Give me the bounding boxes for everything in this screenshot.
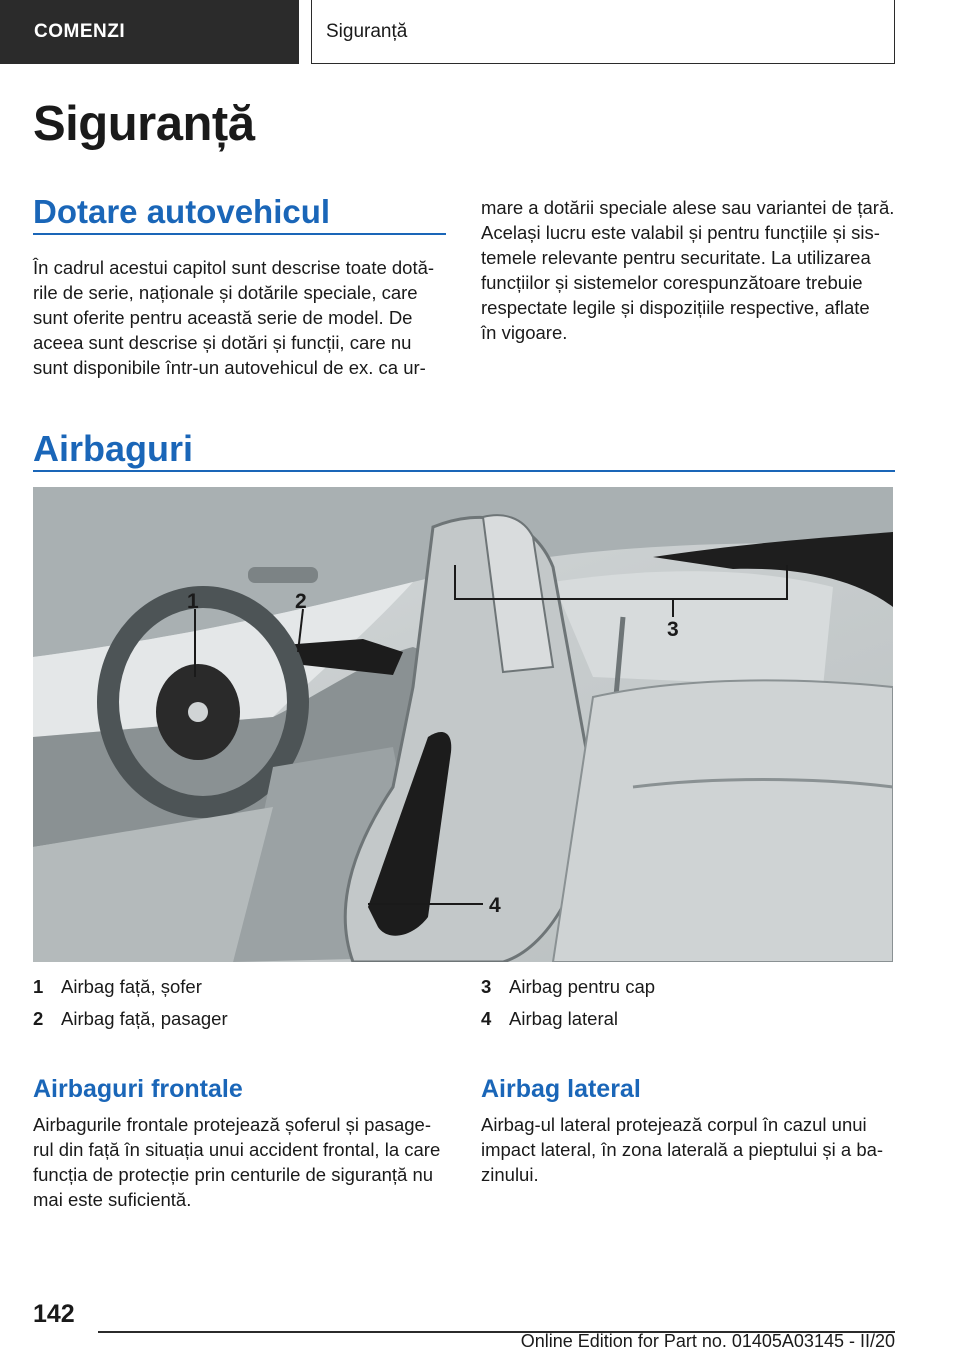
airbaguri-heading-rule [33,470,895,472]
edition-text: Online Edition for Part no. 01405A03145 - II/20 [520,1331,895,1351]
dotare-col2-line: respectate legile și dispozițiile respective, aflate [481,297,870,318]
frontale-line: funcția de protecție prin centurile de siguranță nu [33,1164,434,1185]
callout-label-2: 2 [295,590,307,613]
section-label: Siguranță [326,20,408,42]
dotare-col2-line: Același lucru este valabil și pentru funcțiile și sis‐ [481,222,880,243]
frontale-heading: Airbaguri frontale [33,1075,243,1103]
legend-number: 2 [33,1008,44,1029]
side-window [553,571,833,687]
section-tab [311,0,895,64]
lateral-line: zinului. [481,1164,539,1185]
dotare-col1-line: În cadrul acestui capitol sunt descrise toate dotă‐ [33,257,435,278]
lateral-line: Airbag-ul lateral protejează corpul în cazul unui [481,1114,867,1135]
lateral-paragraph [481,1112,901,1187]
dotare-column-2 [481,195,901,345]
legend-text: Airbag pentru cap [509,976,656,997]
chapter-tab[interactable] [0,0,299,64]
callout-label-4: 4 [489,894,501,917]
rear-seat [553,680,893,962]
lateral-line: impact lateral, în zona laterală a pieptului și a ba‐ [481,1139,884,1160]
dotare-col2-line: funcțiilor și sistemelor corespunzătoare trebuie [481,272,863,293]
dotare-heading: Dotare autovehicul [33,193,331,230]
legend-text: Airbag față, pasager [61,1008,228,1029]
dotare-heading-rule [33,233,446,235]
frontale-paragraph [33,1112,463,1212]
dotare-col1-line: sunt disponibile într-un autovehicul de ex. ca ur‐ [33,357,426,378]
dotare-column-1 [33,255,453,380]
legend-number: 1 [33,976,44,997]
callout-label-3: 3 [667,618,679,641]
lateral-heading: Airbag lateral [481,1075,641,1103]
car-interior-airbag-illustration [33,487,893,962]
dotare-col2-line: mare a dotării speciale alese sau variantei de țară. [481,197,895,218]
brand-logo-mark [188,702,208,722]
dotare-col1-line: aceea sunt descrise și dotări și funcții, care nu [33,332,412,353]
page-number: 142 [33,1300,75,1328]
dotare-col2-line: în vigoare. [481,322,568,343]
rearview-mirror [248,567,318,583]
frontale-line: mai este suficientă. [33,1189,192,1210]
page-title: Siguranță [33,97,255,151]
dotare-col1-line: sunt oferite pentru această serie de model. De [33,307,413,328]
legend-number: 3 [481,976,492,997]
dotare-col1-line: rile de serie, naționale și dotările speciale, care [33,282,418,303]
legend-text: Airbag lateral [509,1008,619,1029]
dotare-col2-line: temele relevante pentru securitate. La utilizarea [481,247,871,268]
frontale-line: Airbagurile frontale protejează șoferul și pasage‐ [33,1114,431,1135]
callout-label-1: 1 [187,590,199,613]
legend-text: Airbag față, șofer [61,976,202,997]
frontale-line: rul din față în situația unui accident frontal, la care [33,1139,441,1160]
legend-number: 4 [481,1008,492,1029]
airbaguri-heading: Airbaguri [33,428,194,469]
chapter-label: COMENZI [34,21,126,42]
